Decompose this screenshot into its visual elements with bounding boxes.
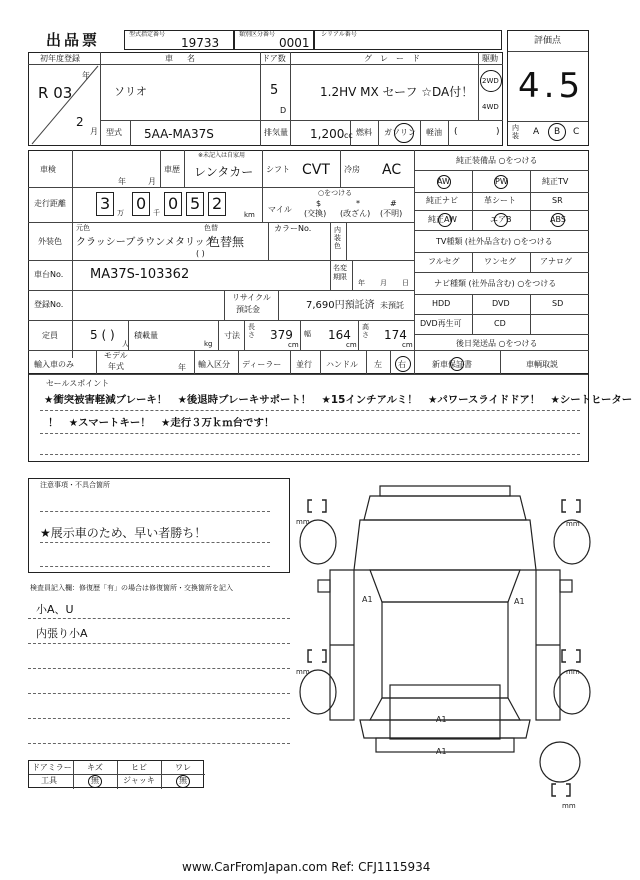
grade-value: 1.2HV MX セーフ ☆DA付！	[320, 85, 474, 99]
history-value: レンタカー	[194, 165, 254, 179]
equip-pw-circle	[494, 175, 508, 189]
sales-line-1: ★衝突被害軽減ブレーキ！ ★後退時ブレーキサポート！ ★15インチアルミ！ ★パワースライドドア！ ★シートヒーター	[44, 394, 633, 406]
drive-2wd-circle	[480, 70, 502, 92]
ac-value: AC	[382, 162, 402, 178]
mm-spare: mm	[562, 802, 576, 810]
legend-crack: ヒビ	[131, 763, 147, 772]
evaluation-box	[507, 30, 589, 146]
color-original-label: 元色	[76, 224, 90, 232]
shaken-year-unit: 年	[118, 177, 126, 186]
handle-right-circle	[395, 356, 411, 372]
notes-label: 注意事項・不具合箇所	[40, 481, 110, 489]
interior-b-circle	[548, 123, 566, 141]
nav-header: ナビ種類 (社外品含む) ○をつける	[434, 279, 557, 288]
fuel-paren-right: )	[496, 127, 500, 137]
mileage-digit-3: 0	[168, 194, 179, 213]
nav-dvd-play: DVD再生可	[420, 319, 462, 328]
drive-label: 駆動	[482, 54, 498, 63]
color-original: クラッシーブラウンメタリック	[76, 237, 215, 248]
interior-a: A	[533, 127, 540, 137]
model-label: 型式	[106, 128, 122, 137]
legend-tool: 工具	[41, 776, 57, 785]
legend-jack-circle	[176, 775, 190, 788]
class-box	[234, 30, 314, 50]
height-cm: cm	[402, 341, 413, 349]
load-label: 積載量	[134, 331, 158, 340]
recycle-unpaid: 未預託	[380, 301, 404, 310]
factory-header: 純正装備品 ○をつける	[456, 156, 538, 165]
import-class-label: 輸入区分	[198, 360, 230, 369]
tv-one: ワンセグ	[484, 257, 516, 266]
mileage-digit-5: 2	[212, 194, 223, 213]
name-change-label: 名変期限	[333, 264, 347, 281]
later-warranty-circle	[450, 357, 464, 371]
shift-value: CVT	[302, 162, 330, 178]
mm-front-left: mm	[296, 518, 310, 526]
capacity-value: 5 ( )	[90, 328, 115, 342]
fuel-gasoline-circle	[394, 123, 414, 143]
first-reg-month: 2	[76, 115, 84, 129]
model-year-unit: 年	[178, 363, 186, 372]
mm-front-right: mm	[566, 520, 580, 528]
equip-abs-circle	[551, 213, 565, 227]
import-dealer: ディーラー	[242, 360, 282, 369]
mileage-km: km	[244, 211, 255, 219]
mm-rear-left: mm	[296, 668, 310, 676]
length-value: 379	[270, 328, 293, 342]
recycle-label-2: 預託金	[236, 305, 260, 314]
sheet-title: 出品票	[46, 31, 101, 49]
name-change-year: 年	[358, 279, 365, 287]
equip-aw-circle	[437, 175, 451, 189]
mark-left-door: A1	[362, 595, 373, 604]
model-year-label-2: 年式	[108, 362, 124, 371]
fuel-label: 燃料	[356, 128, 372, 137]
first-reg-label: 初年度登録	[40, 54, 80, 63]
tv-full: フルセグ	[428, 257, 460, 266]
handle-right: 右	[398, 360, 406, 369]
legend-table	[28, 760, 204, 788]
model-value: 5AA-MA37S	[144, 127, 214, 141]
displacement-label: 排気量	[264, 128, 288, 137]
doors-type: D	[280, 106, 287, 115]
mileage-digit-1: 3	[100, 194, 111, 213]
car-name: ソリオ	[114, 85, 147, 98]
model-cert-label: 型式指定番号	[129, 31, 166, 38]
mileage-exchange: (交換)	[304, 209, 327, 218]
car-damage-diagram	[290, 470, 600, 820]
legend-jack: ジャッキ	[123, 776, 155, 785]
equip-abs: ABS	[550, 215, 566, 224]
name-change-month: 月	[380, 279, 387, 287]
mark-rear-hatch: A1	[436, 715, 447, 724]
drive-2wd: 2WD	[482, 77, 499, 85]
width-value: 164	[328, 328, 351, 342]
equip-factory-aw: 純正AW	[428, 215, 457, 224]
legend-scratch: キズ	[87, 763, 103, 772]
history-label: 車歴	[164, 165, 180, 174]
tv-header: TV種類 (社外品含む) ○をつける	[436, 237, 553, 246]
import-parallel: 並行	[296, 360, 312, 369]
doors-label: ドア数	[262, 54, 286, 63]
color-label: 外装色	[38, 237, 62, 246]
serial-label: シリアル番号	[321, 31, 357, 38]
chassis-value: MA37S-103362	[90, 267, 190, 282]
class-value: 0001	[279, 36, 310, 50]
equip-leather: 革シート	[484, 196, 516, 205]
shaken-month-unit: 月	[148, 177, 156, 186]
inspector-line-2: 内張り小A	[36, 627, 88, 640]
equip-pw: PW	[495, 177, 508, 186]
interior-color-label: 内装色	[334, 226, 341, 250]
recycle-label-1: リサイクル	[232, 293, 271, 302]
length-cm: cm	[288, 341, 299, 349]
ac-label: 冷房	[344, 165, 360, 174]
capacity-label: 定員	[42, 331, 58, 340]
shaken-label: 車検	[40, 165, 56, 174]
mileage-tamper: (改ざん)	[340, 209, 371, 218]
fuel-diesel: 軽油	[426, 128, 442, 137]
mileage-digit-2: 0	[136, 194, 147, 213]
inspector-line-1: 小A、U	[36, 603, 74, 616]
mileage-mile: マイル	[268, 205, 292, 214]
mileage-tamper-sym: *	[356, 199, 360, 208]
nav-sd: SD	[552, 299, 564, 308]
color-change-label: 色替	[204, 224, 218, 232]
inspector-label: 検査員記入欄：修復歴「有」の場合は修復箇所・交換箇所を記入	[30, 584, 233, 592]
legend-jack-value: 無	[179, 776, 187, 785]
tv-analog: アナログ	[540, 257, 572, 266]
nav-hdd: HDD	[432, 299, 451, 308]
interior-c: C	[573, 127, 580, 137]
shift-label: シフト	[266, 165, 290, 174]
model-cert-box	[124, 30, 234, 50]
legend-mirror: ドアミラー	[32, 763, 72, 772]
legend-tool-value: 無	[91, 776, 99, 785]
equip-navi: 純正ナビ	[426, 196, 458, 205]
handle-label: ハンドル	[326, 360, 358, 369]
width-cm: cm	[346, 341, 357, 349]
mileage-exchange-sym: $	[316, 199, 322, 208]
later-warranty: 新車保証書	[432, 360, 472, 369]
class-label: 類別区分番号	[239, 31, 276, 38]
mileage-label: 走行距離	[34, 199, 66, 208]
legend-break: ワレ	[175, 763, 191, 772]
equip-tv: 純正TV	[542, 177, 569, 186]
import-label: 輸入車のみ	[34, 360, 74, 369]
equip-aw: AW	[437, 177, 450, 186]
first-reg-year-unit: 年	[82, 71, 90, 80]
first-reg-year: R 03	[38, 84, 73, 102]
mark-right-door: A1	[514, 597, 525, 606]
color-no-label: カラーNo.	[274, 224, 312, 233]
displacement-cc: cc	[344, 131, 353, 140]
equip-airbag-circle	[494, 213, 508, 227]
serial-box	[314, 30, 502, 50]
width-label: 幅	[304, 330, 311, 338]
mileage-unknown-sym: #	[390, 199, 397, 208]
displacement-value: 1,200	[310, 127, 345, 141]
equip-airbag: エアB	[490, 215, 512, 224]
color-paren: ( )	[196, 249, 205, 258]
length-label: 長さ	[248, 323, 255, 339]
mark-rear-bumper: A1	[436, 747, 447, 756]
later-manual: 車輌取説	[526, 360, 558, 369]
height-value: 174	[384, 328, 407, 342]
load-kg: kg	[204, 340, 213, 348]
equip-sr: SR	[552, 196, 563, 205]
evaluation-score: 4.5	[518, 66, 585, 106]
doors-value: 5	[270, 83, 279, 98]
color-change: 色替無	[208, 235, 245, 249]
mileage-man-unit: 万	[117, 209, 124, 217]
grade-label: グレード	[364, 54, 428, 63]
car-name-label: 車名	[165, 54, 209, 63]
footer-watermark: www.CarFromJapan.com Ref: CFJ1115934	[182, 860, 431, 874]
recycle-value: 7,690円預託済	[306, 300, 375, 311]
first-reg-month-unit: 月	[90, 127, 98, 136]
height-label: 高さ	[362, 323, 369, 339]
model-year-label-1: モデル	[104, 351, 128, 360]
mileage-digit-4: 5	[190, 194, 201, 213]
nav-dvd: DVD	[492, 299, 510, 308]
interior-b: B	[554, 127, 561, 137]
mm-rear-right: mm	[566, 668, 580, 676]
reg-label: 登録No.	[34, 300, 64, 309]
chassis-label: 車台No.	[34, 270, 64, 279]
model-cert-value: 19733	[181, 36, 220, 50]
interior-label: 内装	[512, 124, 519, 140]
handle-left: 左	[374, 360, 382, 369]
sales-line-2: ！ ★スマートキー！ ★走行３万ｋｍ台です！	[48, 417, 275, 429]
sales-label: セールスポイント	[46, 379, 110, 388]
evaluation-label: 評価点	[534, 36, 562, 46]
history-note: ※未記入は自家用	[198, 152, 246, 159]
mileage-note: ○をつける	[318, 189, 353, 197]
mileage-sen-unit: 千	[153, 209, 160, 217]
mileage-unknown: (不明)	[380, 209, 403, 218]
capacity-unit: 人	[122, 340, 129, 348]
name-change-day: 日	[402, 279, 409, 287]
drive-4wd: 4WD	[482, 103, 499, 111]
legend-tool-circle	[88, 775, 102, 788]
fuel-paren-left: (	[454, 127, 458, 137]
dims-label: 寸法	[224, 331, 240, 340]
later-header: 後日発送品 ○をつける	[456, 339, 538, 348]
nav-cd: CD	[494, 319, 506, 328]
notes-text: ★展示車のため、早い者勝ち！	[40, 526, 207, 540]
equip-factory-aw-circle	[438, 213, 452, 227]
fuel-gasoline: ガソリン	[384, 128, 416, 137]
